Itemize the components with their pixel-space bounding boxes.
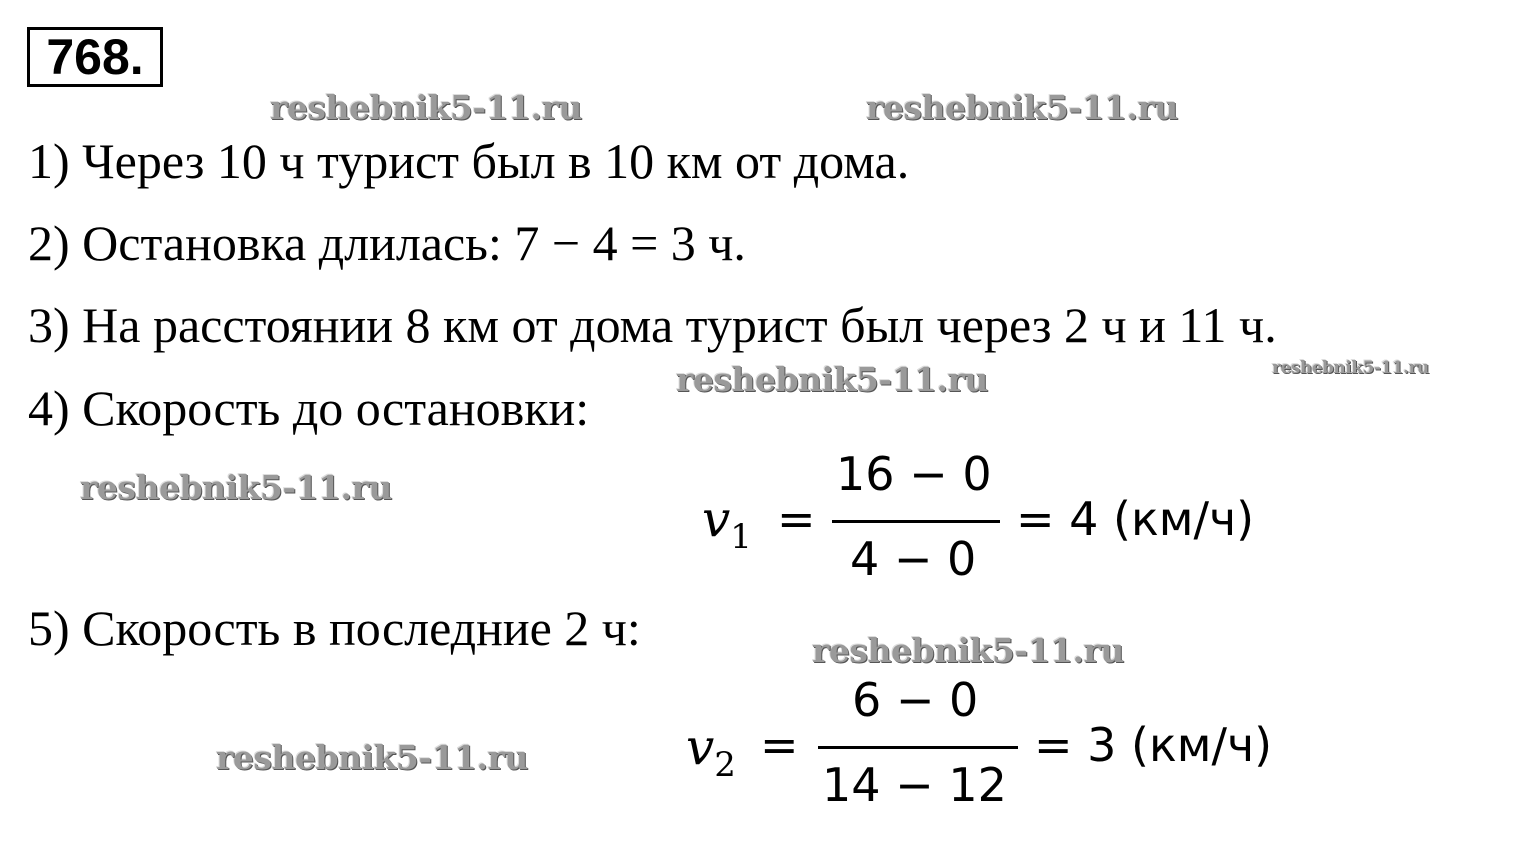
formula-numerator: 6 − 0	[852, 673, 979, 727]
formula-equals: =	[760, 718, 799, 772]
formula-denominator: 4 − 0	[850, 532, 977, 586]
watermark: reshebnik5-11.ru	[216, 738, 528, 777]
formula-denominator: 14 − 12	[822, 758, 1007, 812]
formula-variable: $v_2$	[686, 718, 736, 785]
watermark: reshebnik5-11.ru	[1272, 358, 1429, 378]
formula-equals: =	[777, 492, 816, 546]
solution-step-3: 3) На расстоянии 8 км от дома турист был через 2 ч и 11 ч.	[28, 297, 1277, 353]
solution-step-5: 5) Скорость в последние 2 ч:	[28, 600, 641, 656]
watermark: reshebnik5-11.ru	[80, 468, 392, 507]
formula-result: = 3 (км/ч)	[1034, 718, 1273, 772]
fraction-bar	[832, 520, 1000, 523]
solution-step-4: 4) Скорость до остановки:	[28, 380, 590, 436]
fraction-bar	[818, 746, 1018, 749]
watermark: reshebnik5-11.ru	[676, 360, 988, 399]
task-number: 768.	[27, 27, 163, 87]
formula-result: = 4 (км/ч)	[1016, 492, 1255, 546]
formula-numerator: 16 − 0	[836, 447, 992, 501]
watermark: reshebnik5-11.ru	[812, 631, 1124, 670]
watermark: reshebnik5-11.ru	[866, 88, 1178, 127]
solution-step-2: 2) Остановка длилась: 7 − 4 = 3 ч.	[28, 215, 746, 271]
solution-step-1: 1) Через 10 ч турист был в 10 км от дома.	[28, 133, 910, 189]
formula-variable: $v_1$	[702, 490, 752, 557]
watermark: reshebnik5-11.ru	[270, 88, 582, 127]
